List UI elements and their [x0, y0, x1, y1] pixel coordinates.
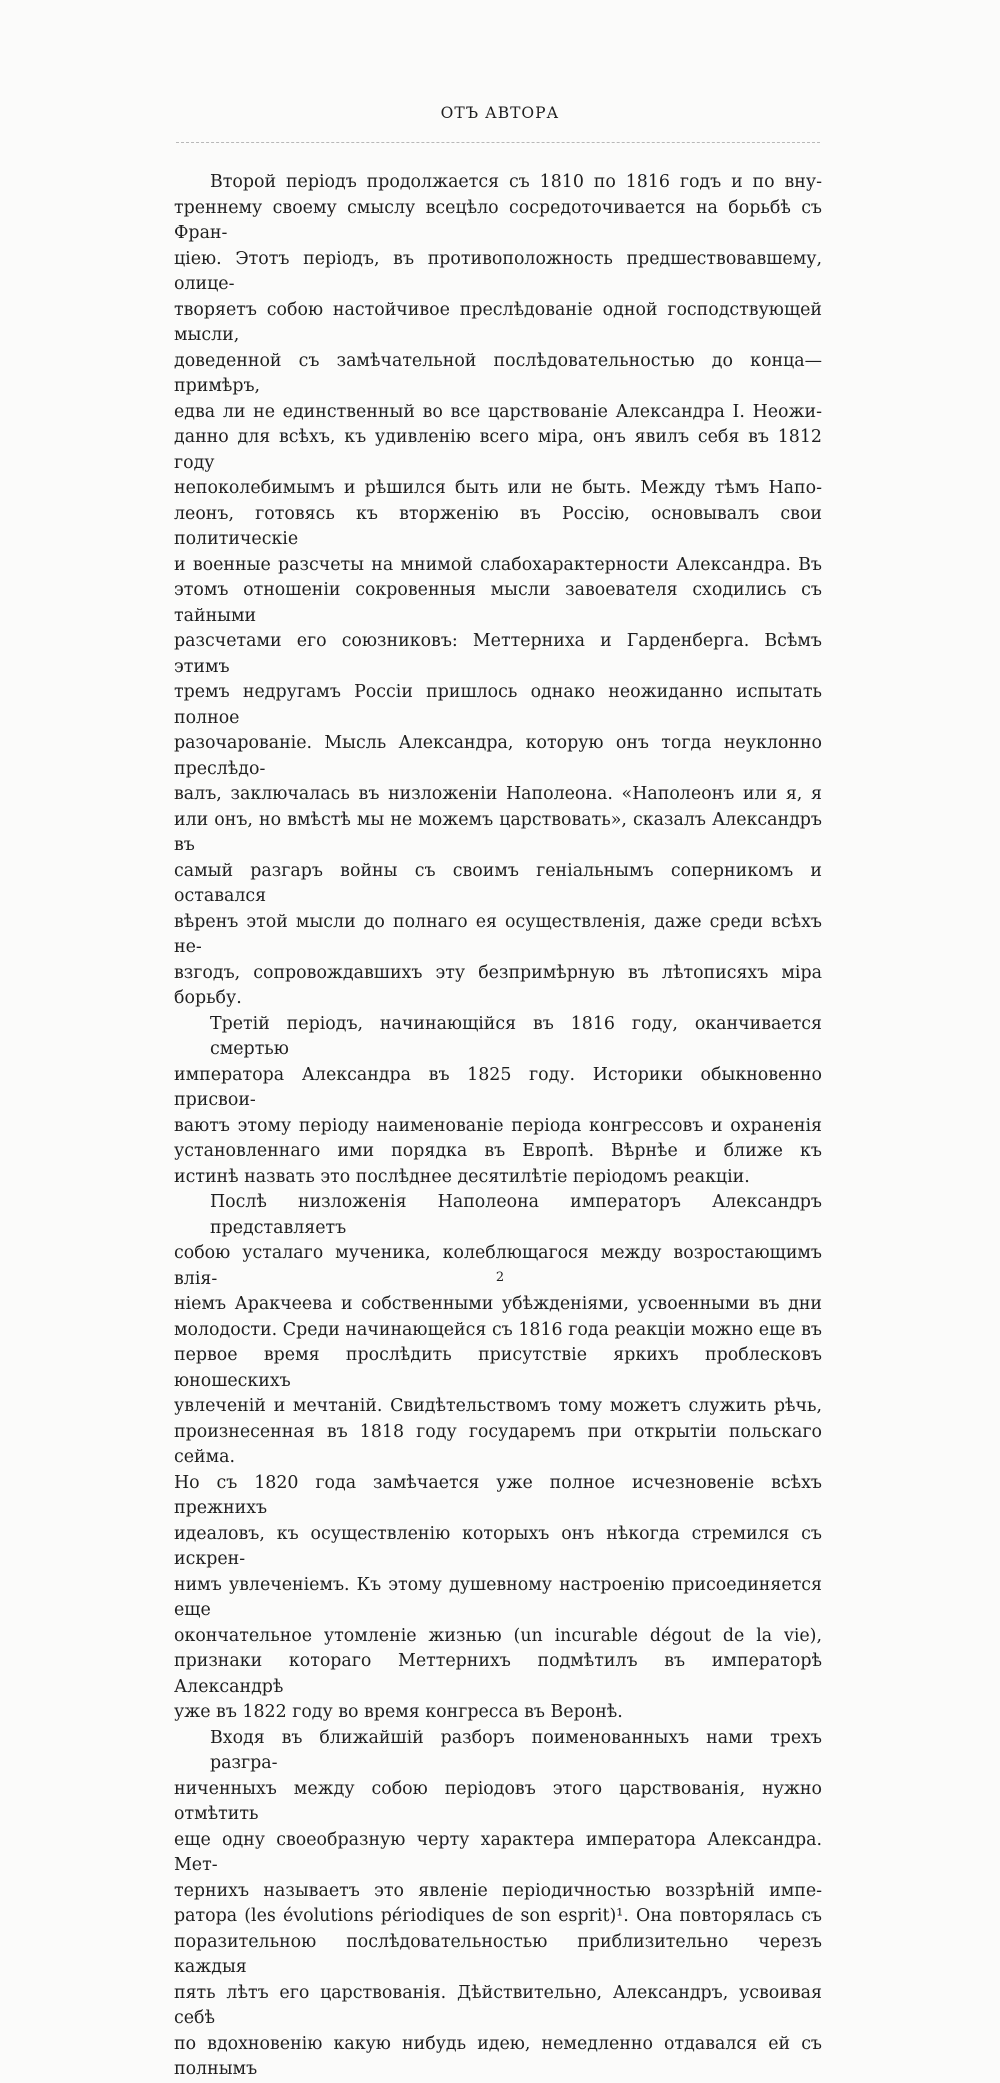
text-line: уже въ 1822 году во время конгресса въ Веронѣ.	[174, 1702, 623, 1722]
text-line: идеаловъ, къ осуществленію которыхъ онъ нѣкогда стремился съ искрен-	[174, 1523, 822, 1569]
running-header: ОТЪ АВТОРА	[440, 104, 560, 122]
text-line: едва ли не единственный во все царствованіе Александра I. Неожи-	[174, 401, 822, 422]
text-line: валъ, заключалась въ низложеніи Наполеона. «Наполеонъ или я, я	[174, 784, 822, 804]
text-line: произнесенная въ 1818 году государемъ при открытіи польскаго сейма.	[174, 1421, 822, 1467]
text-line: Но съ 1820 года замѣчается уже полное исчезновеніе всѣхъ прежнихъ	[174, 1472, 822, 1518]
text-line: признаки котораго Меттернихъ подмѣтилъ въ императорѣ Александрѣ	[174, 1651, 822, 1697]
text-line: окончательное утомленіе жизнью (un incurable dégout de la vie),	[174, 1625, 822, 1646]
text-line: и военные разсчеты на мнимой слабохарактерности Александра. Въ	[174, 554, 822, 575]
text-line: данно для всѣхъ, къ удивленію всего міра, онъ явилъ себя въ 1812 году	[174, 427, 822, 473]
body-text	[174, 170, 822, 2083]
text-line: нимъ увлеченіемъ. Къ этому душевному настроенію присоединяется еще	[174, 1574, 822, 1620]
text-line: истинѣ назвать это послѣднее десятилѣтіе періодомъ реакціи.	[174, 1166, 750, 1187]
text-line: тремъ недругамъ Россіи пришлось однако неожиданно испытать полное	[174, 682, 822, 728]
text-line: треннему своему смыслу всецѣло сосредоточивается на борьбѣ съ Фран-	[174, 197, 822, 243]
text-line: творяетъ собою настойчивое преслѣдованіе одной господствующей мысли,	[174, 299, 822, 345]
text-line: взгодъ, сопровождавшихъ эту безпримѣрную въ лѣтописяхъ міра борьбу.	[174, 962, 822, 1008]
text-line: разсчетами его союзниковъ: Меттерниха и Гарденберга. Всѣмъ этимъ	[174, 631, 822, 677]
text-line: первое время прослѣдить присутствіе яркихъ проблесковъ юношескихъ	[174, 1345, 822, 1391]
text-line: молодости. Среди начинающейся съ 1816 года реакціи можно еще въ	[174, 1319, 822, 1340]
text-line: Третій періодъ, начинающійся въ 1816 году, оканчивается смертью	[210, 1013, 822, 1059]
text-line: доведенной съ замѣчательной послѣдовательностью до конца—примѣръ,	[174, 350, 822, 396]
text-line: самый разгаръ войны съ своимъ геніальнымъ соперникомъ и оставался	[174, 860, 822, 906]
text-line: пять лѣтъ его царствованія. Дѣйствительно, Александръ, усвоивая себѣ	[174, 1982, 822, 2028]
text-line: еще одну своеобразную черту характера императора Александра. Мет-	[174, 1829, 822, 1875]
text-line: ниченныхъ между собою періодовъ этого царствованія, нужно отмѣтить	[174, 1778, 822, 1824]
text-line: вѣренъ этой мысли до полнаго ея осуществленія, даже среди всѣхъ не-	[174, 911, 822, 957]
text-line: разочарованіе. Мысль Александра, которую онъ тогда неуклонно преслѣдо-	[174, 733, 822, 779]
text-line: установленнаго ими порядка въ Европѣ. Вѣрнѣе и ближе къ	[174, 1141, 822, 1161]
text-line: увлеченій и мечтаній. Свидѣтельствомъ тому можетъ служить рѣчь,	[174, 1396, 822, 1416]
text-line: Послѣ низложенія Наполеона императоръ Александръ представляетъ	[210, 1192, 822, 1238]
page-number: 2	[495, 1270, 505, 1285]
text-line: ваютъ этому періоду наименованіе періода конгрессовъ и охраненія	[174, 1115, 822, 1136]
text-line: императора Александра въ 1825 году. Историки обыкновенно присвои-	[174, 1064, 822, 1110]
header-rule	[176, 142, 820, 143]
text-line: или онъ, но вмѣстѣ мы не можемъ царствовать», сказалъ Александръ въ	[174, 809, 822, 855]
text-line: ніемъ Аракчеева и собственными убѣжденіями, усвоенными въ дни	[174, 1294, 822, 1314]
text-line: Второй періодъ продолжается съ 1810 по 1816 годъ и по вну-	[210, 172, 822, 192]
text-line: тернихъ называетъ это явленіе періодичностью воззрѣній импе-	[174, 1880, 822, 1901]
text-line: ратора (les évolutions périodiques de son esprit)¹. Она повторялась съ	[174, 1906, 822, 1926]
text-line: поразительною послѣдовательностью приблизительно черезъ каждыя	[174, 1931, 822, 1977]
text-line: ціею. Этотъ періодъ, въ противоположность предшествовавшему, олице-	[174, 248, 822, 294]
text-line: леонъ, готовясь къ вторженію въ Россію, основывалъ свои политическіе	[174, 503, 822, 549]
text-line: непоколебимымъ и рѣшился быть или не быть. Между тѣмъ Напо-	[174, 478, 822, 498]
text-line: по вдохновенію какую нибудь идею, немедленно отдавался ей съ полнымъ	[174, 2033, 822, 2079]
text-line: Входя въ ближайшій разборъ поименованныхъ нами трехъ разгра-	[210, 1727, 822, 1773]
text-line: собою усталаго мученика, колеблющагося между возростающимъ влія-	[174, 1243, 822, 1289]
text-line: этомъ отношеніи сокровенныя мысли завоевателя сходились съ тайными	[174, 580, 822, 626]
